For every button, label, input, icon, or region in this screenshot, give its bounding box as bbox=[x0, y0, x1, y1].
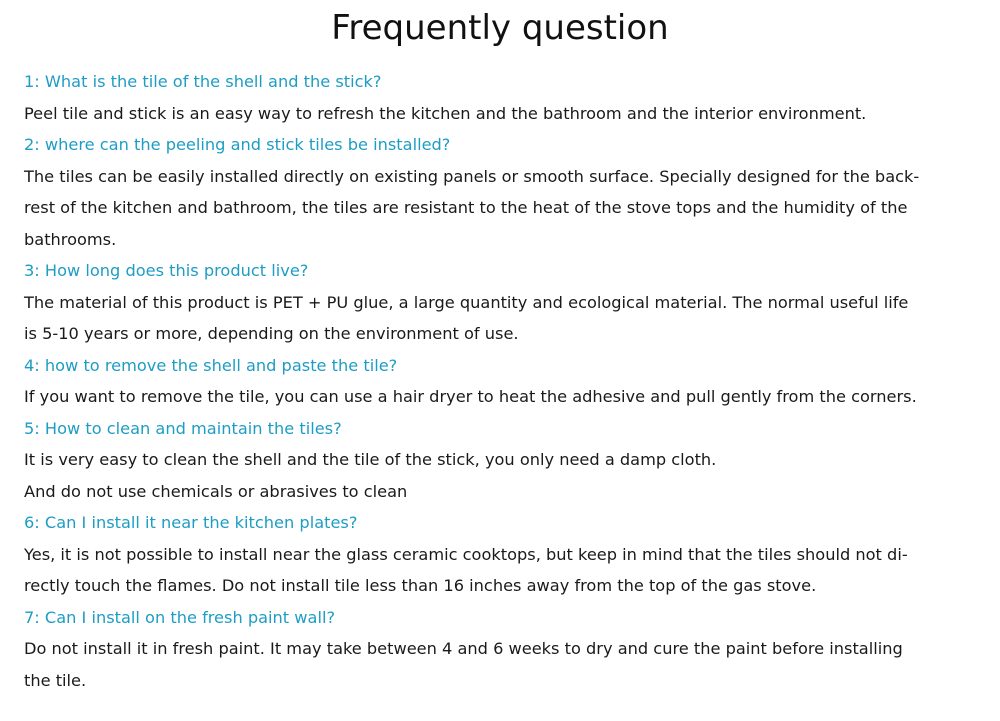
faq-answer-2-line-2: rest of the kitchen and bathroom, the tiles are resistant to the heat of the stove tops and the humidity of the bbox=[24, 198, 908, 217]
faq-answer-7-line-1: Do not install it in fresh paint. It may take between 4 and 6 weeks to dry and cure the paint before installing bbox=[24, 639, 903, 658]
faq-item-3 bbox=[24, 255, 969, 350]
faq-question-3: 3: How long does this product live? bbox=[24, 261, 309, 280]
faq-answer-7-line-2: the tile. bbox=[24, 670, 87, 690]
faq-answer-4-line-1: If you want to remove the tile, you can use a hair dryer to heat the adhesive and pull gently from the corners. bbox=[24, 387, 917, 406]
faq-answer-6-line-1: Yes, it is not possible to install near the glass ceramic cooktops, but keep in mind that the tiles should not di- bbox=[24, 544, 908, 564]
faq-item-6 bbox=[24, 507, 969, 602]
faq-question-1: 1: What is the tile of the shell and the stick? bbox=[24, 72, 382, 91]
faq-answer-5-line-2: And do not use chemicals or abrasives to clean bbox=[24, 481, 408, 501]
faq-item-7 bbox=[24, 602, 969, 697]
faq-item-4 bbox=[24, 350, 969, 413]
faq-answer-1-line-1: Peel tile and stick is an easy way to refresh the kitchen and the bathroom and the interior environment. bbox=[24, 103, 867, 123]
page-title: Frequently question bbox=[331, 8, 669, 48]
faq-question-2: 2: where can the peeling and stick tiles be installed? bbox=[24, 135, 451, 154]
faq-question-6: 6: Can I install it near the kitchen plates? bbox=[24, 513, 358, 532]
faq-answer-3-line-1: The material of this product is PET + PU glue, a large quantity and ecological material. The normal useful life bbox=[24, 292, 909, 312]
faq-item-2 bbox=[24, 129, 969, 255]
faq-item-1 bbox=[24, 66, 969, 129]
faq-answer-2-line-3: bathrooms. bbox=[24, 229, 117, 249]
faq-answer-3-line-2: is 5-10 years or more, depending on the environment of use. bbox=[24, 324, 519, 343]
faq-answer-2-line-1: The tiles can be easily installed directly on existing panels or smooth surface. Specially designed for the back- bbox=[24, 166, 920, 186]
faq-item-5 bbox=[24, 413, 969, 508]
faq-answer-5-line-1: It is very easy to clean the shell and the tile of the stick, you only need a damp cloth. bbox=[24, 450, 717, 469]
faq-question-7: 7: Can I install on the fresh paint wall? bbox=[24, 607, 336, 627]
faq-question-5: 5: How to clean and maintain the tiles? bbox=[24, 418, 342, 438]
faq-answer-6-line-2: rectly touch the flames. Do not install tile less than 16 inches away from the top of the gas stove. bbox=[24, 576, 817, 595]
faq-question-4: 4: how to remove the shell and paste the tile? bbox=[24, 355, 398, 375]
faq-list bbox=[24, 66, 969, 696]
